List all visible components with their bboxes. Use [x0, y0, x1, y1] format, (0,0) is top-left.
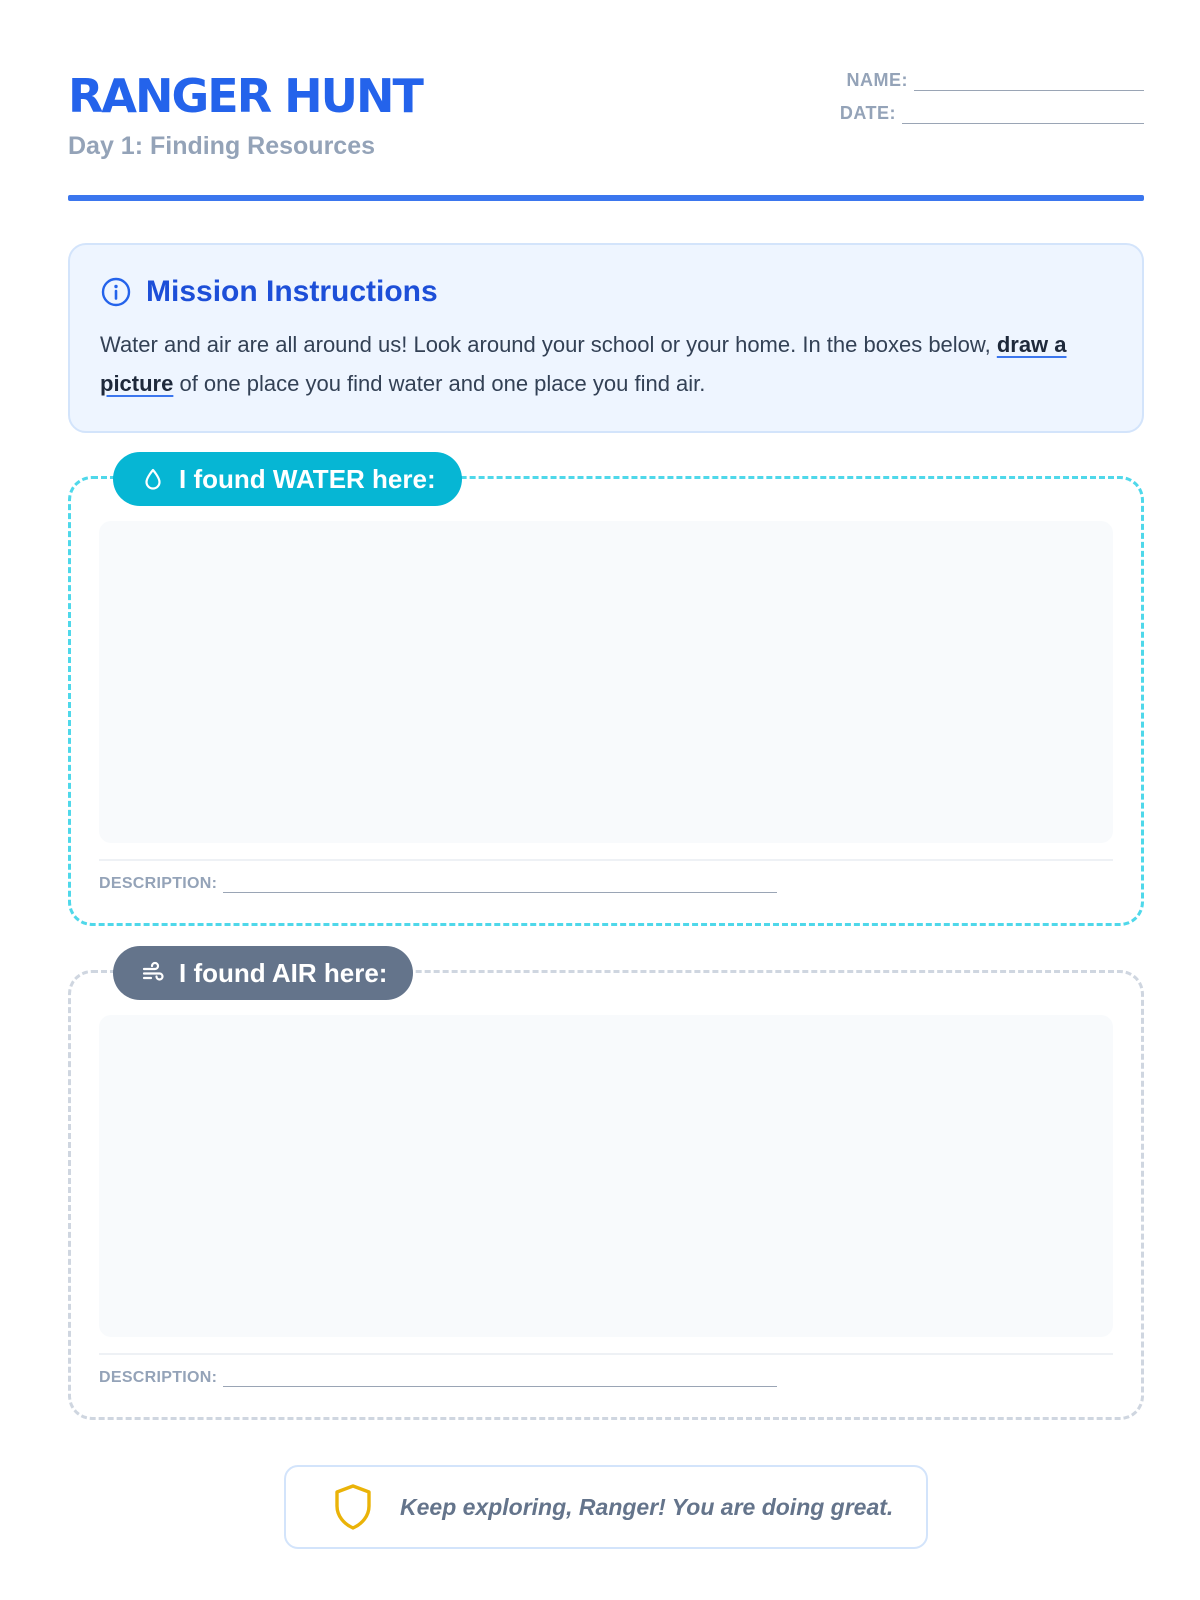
water-section [68, 463, 1144, 926]
name-label: NAME: [846, 70, 908, 90]
air-description-label: DESCRIPTION: [99, 1369, 218, 1386]
water-label-text: I found WATER here: [179, 463, 436, 494]
water-drawing-area[interactable] [99, 521, 1113, 843]
name-field[interactable] [847, 70, 1145, 91]
air-description-field[interactable] [99, 1369, 777, 1387]
date-field[interactable] [840, 103, 1144, 124]
instructions-header [100, 275, 1112, 309]
page-subtitle: Day 1: Finding Resources [68, 132, 376, 160]
instructions-text [100, 325, 1112, 403]
wind-icon [141, 961, 165, 985]
instructions-text-part-2: of one place you find water and one place you find air. [173, 371, 706, 396]
air-section-label [113, 946, 413, 1000]
air-drawing-area[interactable] [99, 1015, 1113, 1337]
instructions-emphasis: draw a picture [100, 332, 1067, 396]
instructions-box [68, 243, 1144, 433]
page-title: RANGER HUNT [68, 69, 422, 123]
info-icon [100, 276, 132, 308]
water-description-field[interactable] [99, 875, 777, 893]
encouragement-banner [284, 1465, 928, 1549]
header-divider [68, 195, 1144, 201]
air-description-line[interactable] [223, 1373, 777, 1387]
water-description-label: DESCRIPTION: [99, 875, 218, 892]
instructions-title: Mission Instructions [146, 275, 438, 308]
date-blank-line[interactable] [902, 108, 1144, 124]
water-divider [99, 859, 1113, 861]
water-description-line[interactable] [223, 879, 777, 893]
air-section [68, 957, 1144, 1420]
water-section-label [113, 452, 462, 506]
encouragement-text: Keep exploring, Ranger! You are doing great. [400, 1493, 894, 1520]
water-drop-icon [141, 467, 165, 491]
air-label-text: I found AIR here: [179, 957, 388, 988]
instructions-text-part-1: Water and air are all around us! Look around your school or your home. In the boxes below, [100, 332, 997, 357]
date-label: DATE: [839, 103, 896, 123]
shield-icon [332, 1482, 374, 1532]
air-divider [99, 1353, 1113, 1355]
name-blank-line[interactable] [914, 75, 1144, 91]
